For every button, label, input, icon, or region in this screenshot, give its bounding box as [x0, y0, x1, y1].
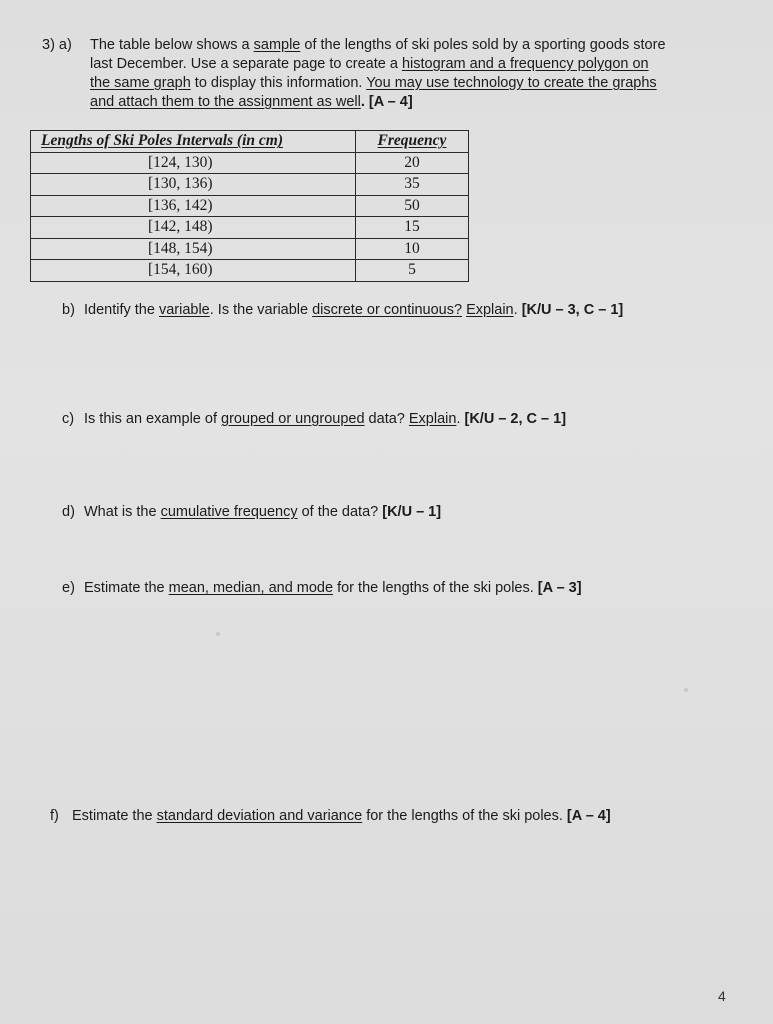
- question-3f: [50, 807, 611, 826]
- part-text: for the lengths of the ski poles.: [333, 580, 538, 596]
- intro-text: The table below shows a: [90, 37, 254, 53]
- part-text: . Is the variable: [209, 302, 313, 318]
- part-text: .: [456, 411, 465, 427]
- question-number: 3) a): [42, 37, 72, 53]
- interval-cell: [154, 160): [31, 260, 356, 282]
- part-marks: [K/U – 2, C – 1]: [464, 411, 567, 427]
- interval-cell: [142, 148): [31, 217, 356, 239]
- part-label: c): [62, 411, 75, 427]
- part-text: .: [513, 302, 522, 318]
- intro-line-4: [90, 93, 732, 112]
- part-label: f): [50, 808, 59, 824]
- interval-cell: [124, 130): [31, 152, 356, 174]
- intro-underlined: the same graph: [90, 75, 191, 91]
- part-label: d): [62, 504, 75, 520]
- part-label: b): [62, 302, 75, 318]
- part-underlined: grouped or ungrouped: [221, 411, 365, 427]
- part-marks: [K/U – 3, C – 1]: [521, 302, 624, 318]
- part-text: Estimate the: [84, 580, 169, 596]
- part-underlined: Explain: [466, 302, 514, 318]
- intro-text: last December. Use a separate page to create a: [90, 56, 402, 72]
- intro-underlined: sample: [253, 37, 301, 53]
- interval-cell: [130, 136): [31, 174, 356, 196]
- frequency-cell: 20: [356, 152, 469, 174]
- intro-line-1: [90, 36, 732, 55]
- part-text: for the lengths of the ski poles.: [362, 808, 567, 824]
- frequency-cell: 10: [356, 238, 469, 260]
- intro-underlined: You may use technology to create the graphs: [366, 75, 657, 91]
- table-row: [31, 217, 469, 239]
- question-3b: [62, 301, 623, 320]
- table-row: [31, 174, 469, 196]
- part-underlined: cumulative frequency: [160, 504, 298, 520]
- interval-cell: [148, 154): [31, 238, 356, 260]
- paper-speck: [216, 632, 220, 636]
- question-3a-text: [90, 36, 732, 112]
- part-text: What is the: [84, 504, 161, 520]
- intro-marks: . [A – 4]: [360, 94, 413, 110]
- part-text: Estimate the: [72, 808, 157, 824]
- frequency-cell: 5: [356, 260, 469, 282]
- part-text: Identify the: [84, 302, 159, 318]
- intro-underlined: and attach them to the assignment as well: [90, 94, 361, 110]
- table-row: [31, 260, 469, 282]
- table-header-row: [31, 131, 469, 153]
- part-text: data?: [364, 411, 409, 427]
- part-underlined: standard deviation and variance: [156, 808, 363, 824]
- intro-line-2: [90, 55, 732, 74]
- part-text: of the data?: [297, 504, 383, 520]
- part-text: Is this an example of: [84, 411, 222, 427]
- part-marks: [A – 3]: [537, 580, 582, 596]
- frequency-cell: 15: [356, 217, 469, 239]
- table-row: [31, 238, 469, 260]
- part-underlined: discrete or continuous?: [312, 302, 463, 318]
- part-underlined: mean, median, and mode: [168, 580, 334, 596]
- frequency-cell: 50: [356, 195, 469, 217]
- part-marks: [A – 4]: [566, 808, 611, 824]
- frequency-cell: 35: [356, 174, 469, 196]
- question-3a: [42, 36, 732, 112]
- page-number: 4: [718, 988, 726, 1004]
- part-marks: [K/U – 1]: [382, 504, 442, 520]
- question-3e: [62, 579, 582, 598]
- intro-text: to display this information.: [190, 75, 367, 91]
- intro-underlined: histogram and a frequency polygon on: [401, 56, 649, 72]
- intro-text: of the lengths of ski poles sold by a sporting goods store: [300, 37, 666, 53]
- frequency-table: [30, 130, 469, 282]
- frequency-column-header: Frequency: [356, 131, 469, 153]
- table-row: [31, 152, 469, 174]
- interval-cell: [136, 142): [31, 195, 356, 217]
- part-underlined: Explain: [408, 411, 457, 427]
- interval-column-header: Lengths of Ski Poles Intervals (in cm): [31, 131, 356, 153]
- paper-speck: [684, 688, 688, 692]
- intro-line-3: [90, 74, 732, 93]
- part-label: e): [62, 580, 75, 596]
- part-underlined: variable: [158, 302, 210, 318]
- question-3d: [62, 503, 441, 522]
- table-row: [31, 195, 469, 217]
- question-3c: [62, 410, 566, 429]
